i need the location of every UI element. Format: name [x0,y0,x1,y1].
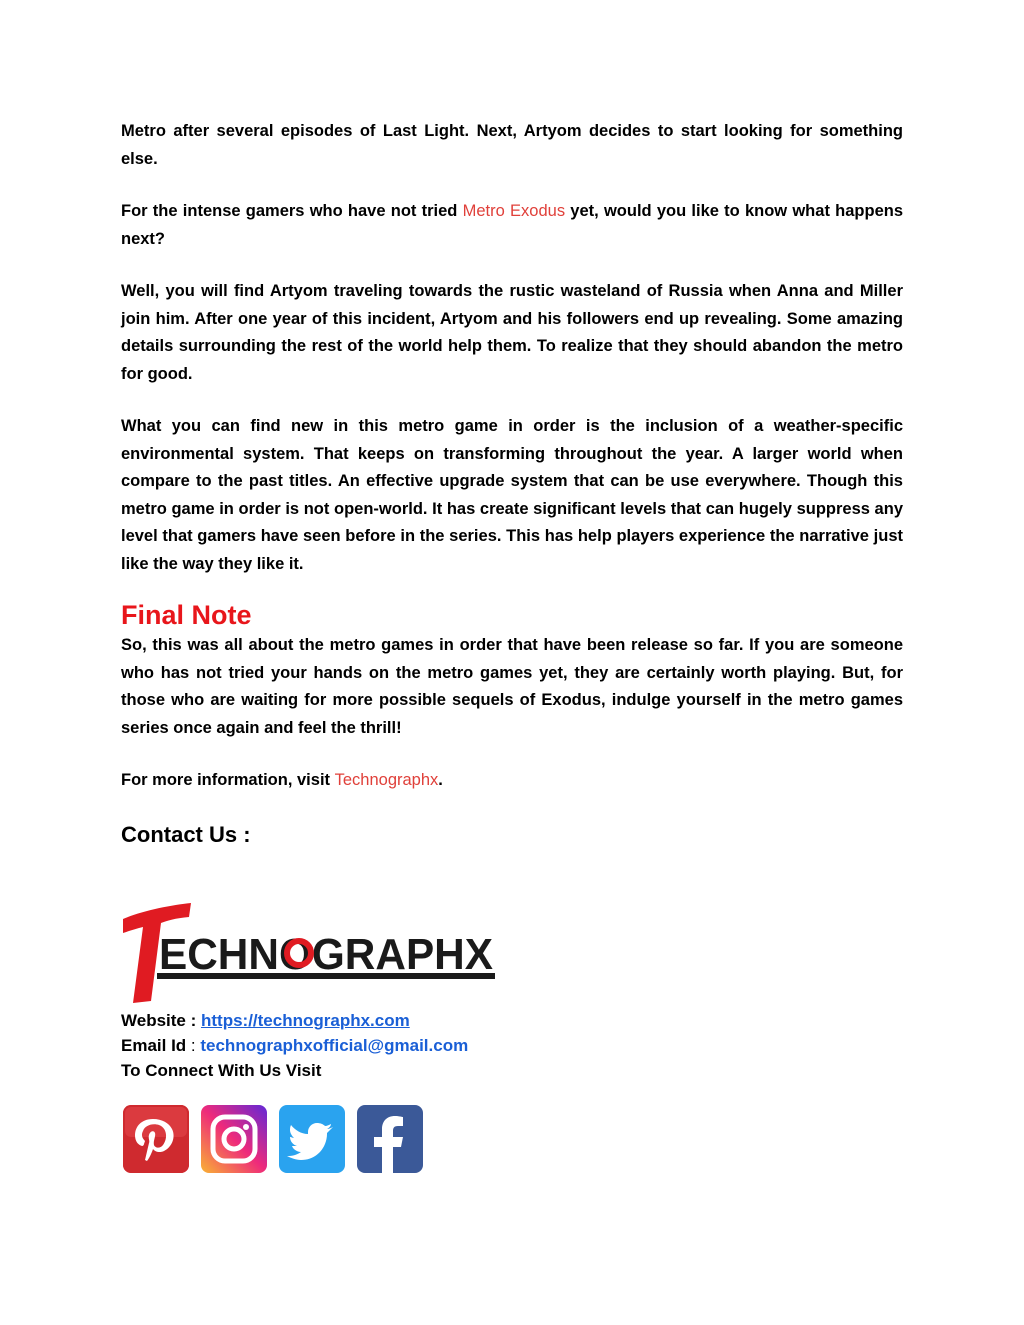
website-label: Website : [121,1011,201,1030]
paragraph-2-end: yet, would you like to know what happens next? [121,202,904,248]
paragraph-1: Metro after several episodes of Last Light. Next, Artyom decides to start looking for something else. [121,122,903,168]
website-link[interactable]: https://technographx.com [200,1011,410,1030]
email-line [121,1033,468,1058]
paragraph-2-start: For the intense gamers who have not tried [121,202,463,220]
contact-heading: Contact Us : [121,821,251,847]
more-info-line [121,767,903,795]
paragraph-3: Well, you will find Artyom traveling towards the rustic wasteland of Russia when Anna and Miller join him. After one year of this incident, Artyom and his followers end up revealing. Some amazing details surrounding the rest of the world help them. To realize that they should abandon the metro for good. [121,282,903,383]
email-value[interactable]: technographxofficial@gmail.com [200,1036,469,1055]
more-info-text: For more information, visit [121,771,335,789]
website-line [121,1008,468,1033]
email-label: Email Id [121,1036,187,1055]
document-body [121,118,903,850]
instagram-icon[interactable] [201,1105,267,1173]
final-note-paragraph: So, this was all about the metro games in order that have been release so far. If you are someone who has not tried your hands on the metro games yet, they are certainly worth playing. But, for those who are waiting for more possible sequels of Exodus, indulge yourself in the metro games series once again and feel the thrill! [121,636,903,737]
metro-exodus-link[interactable]: Metro Exodus [462,202,566,220]
contact-details [121,1008,468,1083]
more-info-period: . [438,771,443,789]
twitter-icon[interactable] [279,1105,345,1173]
technographx-logo [121,901,499,1005]
social-icons [123,1105,423,1173]
email-separator: : [186,1036,201,1055]
paragraph-2 [121,198,903,253]
final-note-heading: Final Note [121,600,252,630]
technographx-link[interactable]: Technographx [334,771,439,789]
pinterest-icon[interactable] [123,1105,189,1173]
paragraph-4: What you can find new in this metro game in order is the inclusion of a weather-specific environmental system. That keeps on transforming throughout the year. A larger world when compare to the past titles. An effective upgrade system that can be use everywhere. Though this metro game in order is not open-world. It has create significant levels that can hugely suppress any level that gamers have seen before in the series. This has help players experience the narrative just like the way they like it. [121,417,903,573]
connect-line: To Connect With Us Visit [121,1061,322,1080]
logo-text: ECHNOGRAPHX [159,930,493,979]
facebook-icon[interactable] [357,1105,423,1173]
